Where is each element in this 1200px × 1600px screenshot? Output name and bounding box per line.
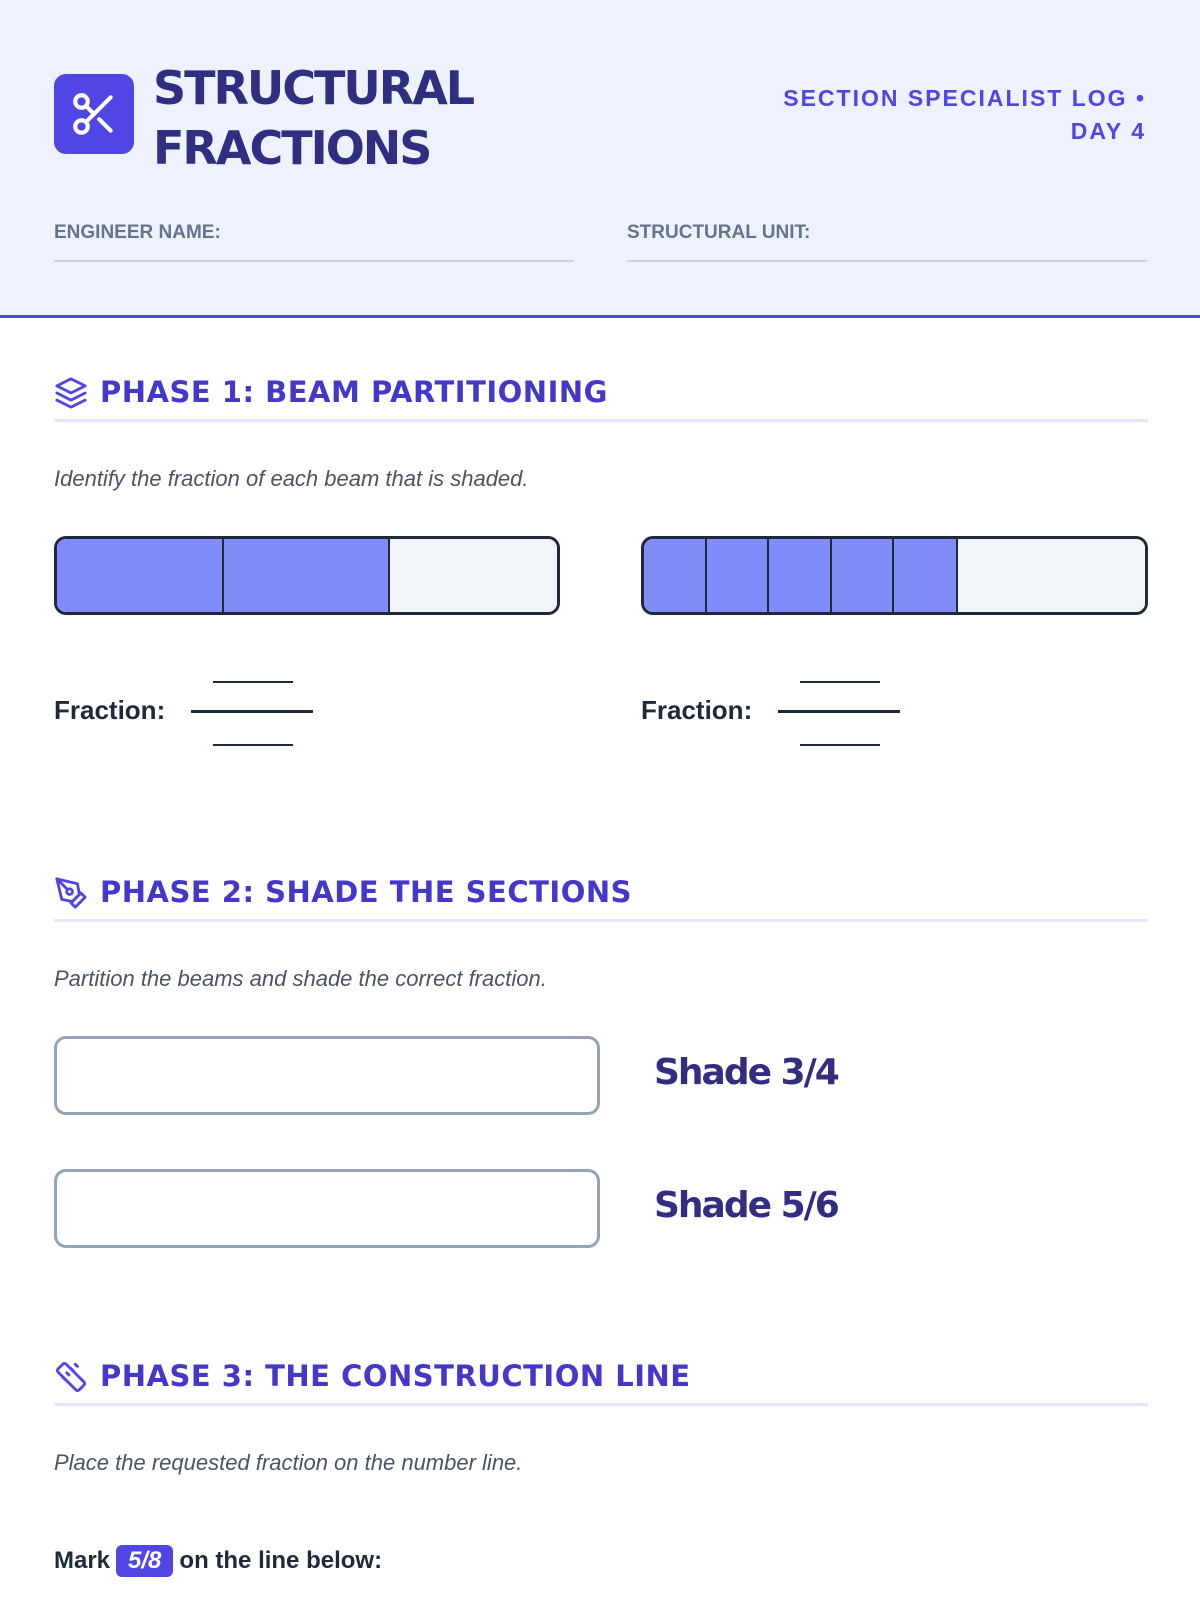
beam-1-segment [390,539,557,612]
log-line-1: SECTION SPECIALIST LOG • [783,85,1146,111]
page-title [153,58,473,178]
beam-1-segment [224,539,391,612]
shade-beam-2[interactable] [54,1169,600,1248]
phase3-header [54,1358,1148,1406]
log-label [783,82,1146,148]
shade-beam-1[interactable] [54,1036,600,1115]
beam-2-segment [644,539,707,612]
phase1-instruction: Identify the fraction of each beam that is shaded. [54,466,529,491]
numerator-blank[interactable] [213,681,293,683]
beam-2 [641,536,1148,615]
numerator-blank[interactable] [800,681,880,683]
title-line-2: FRACTIONS [153,121,431,175]
layers-icon [54,376,88,410]
fraction-bar [191,710,313,713]
fraction-bar [778,710,900,713]
fraction-blank[interactable] [191,665,313,755]
worksheet-header [0,0,1200,318]
shade-task-label: Shade 5/6 [654,1185,838,1226]
structural-unit-label: STRUCTURAL UNIT: [627,222,811,243]
phase2-header [54,874,1148,922]
logo-badge [54,74,134,154]
log-line-2: DAY 4 [1070,118,1146,144]
phase2-title: PHASE 2: SHADE THE SECTIONS [100,875,633,909]
pen-tool-icon [54,876,88,910]
scissors-icon [69,89,119,139]
engineer-name-label: ENGINEER NAME: [54,222,221,243]
shade-task-label: Shade 3/4 [654,1052,838,1093]
beam-2-segment [707,539,769,612]
phase3-title: PHASE 3: THE CONSTRUCTION LINE [100,1359,691,1393]
fraction-label: Fraction: [54,694,166,725]
beam-2-segment [958,539,1145,612]
ruler-icon [54,1360,88,1394]
structural-unit-field[interactable] [627,222,1147,262]
beam-2-segment [894,539,957,612]
phase1-header [54,374,1148,422]
engineer-name-field[interactable] [54,222,574,262]
beam-2-segment [769,539,832,612]
beam-1-segment [57,539,224,612]
title-line-1: STRUCTURAL [153,61,474,115]
mark-fraction-badge: 5/8 [116,1545,173,1577]
denominator-blank[interactable] [213,744,293,746]
mark-suffix: on the line below: [179,1547,383,1574]
phase3-instruction: Place the requested fraction on the number line. [54,1450,523,1475]
fraction-label: Fraction: [641,694,753,725]
fraction-blank[interactable] [778,665,900,755]
beam-1 [54,536,560,615]
fraction-answer-2 [641,665,900,755]
phase1-title: PHASE 1: BEAM PARTITIONING [100,375,608,409]
mark-prefix: Mark [54,1547,111,1574]
phase2-instruction: Partition the beams and shade the correct fraction. [54,966,547,991]
denominator-blank[interactable] [800,744,880,746]
beam-2-segment [832,539,894,612]
mark-instruction [54,1545,382,1577]
fraction-answer-1 [54,665,313,755]
